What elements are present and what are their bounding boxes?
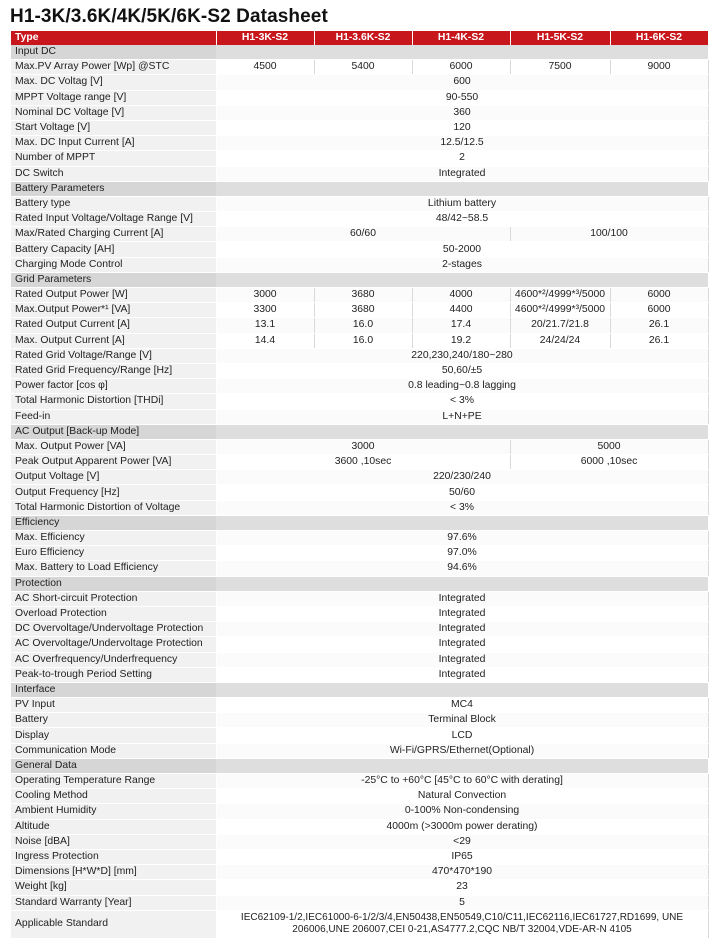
spec-value: 20/21.7/21.8 <box>510 318 610 333</box>
spec-row <box>11 500 708 515</box>
spec-label: Applicable Standard <box>11 910 216 938</box>
spec-value: -25°C to +60°C [45°C to 60°C with derating] <box>216 774 708 789</box>
spec-label: Standard Warranty [Year] <box>11 895 216 910</box>
spec-value: 16.0 <box>314 318 412 333</box>
spec-value: 94.6% <box>216 561 708 576</box>
spec-value: Integrated <box>216 606 708 621</box>
spec-value: Natural Convection <box>216 789 708 804</box>
spec-row <box>11 151 708 166</box>
spec-label: Max. Efficiency <box>11 531 216 546</box>
spec-value: 17.4 <box>412 318 510 333</box>
spec-label: Ambient Humidity <box>11 804 216 819</box>
spec-value: 3300 <box>216 303 314 318</box>
spec-value: 4400 <box>412 303 510 318</box>
spec-row <box>11 531 708 546</box>
spec-row <box>11 409 708 424</box>
section-header-row <box>11 758 708 773</box>
spec-label: Peak Output Apparent Power [VA] <box>11 455 216 470</box>
spec-label: Charging Mode Control <box>11 257 216 272</box>
spec-row <box>11 227 708 242</box>
section-band <box>216 181 708 196</box>
section-band <box>216 45 708 60</box>
spec-value: 50/60 <box>216 485 708 500</box>
spec-row <box>11 713 708 728</box>
spec-row <box>11 105 708 120</box>
spec-value: 9000 <box>610 60 708 75</box>
spec-row <box>11 743 708 758</box>
spec-value: 4600*²/4999*³/5000 <box>510 288 610 303</box>
spec-row <box>11 303 708 318</box>
spec-row <box>11 622 708 637</box>
spec-value: IEC62109-1/2,IEC61000-6-1/2/3/4,EN50438,EN50549,C10/C11,IEC62116,IEC61727,RD1699, UNE 206006,UNE 206007,CEI 0-21,AS4777.2,CQC NB/T 32004,VDE-AR-N 4105 <box>216 910 708 938</box>
spec-row <box>11 470 708 485</box>
spec-label: Start Voltage [V] <box>11 120 216 135</box>
spec-label: PV Input <box>11 698 216 713</box>
spec-label: Output Voltage [V] <box>11 470 216 485</box>
spec-value: 220,230,240/180~280 <box>216 348 708 363</box>
section-header-row <box>11 181 708 196</box>
spec-value: 97.6% <box>216 531 708 546</box>
header-row <box>11 31 708 45</box>
spec-value: 4000 <box>412 288 510 303</box>
spec-value: 120 <box>216 120 708 135</box>
spec-row <box>11 60 708 75</box>
spec-value: 50-2000 <box>216 242 708 257</box>
spec-value: < 3% <box>216 500 708 515</box>
spec-row <box>11 318 708 333</box>
spec-value: Terminal Block <box>216 713 708 728</box>
spec-row <box>11 895 708 910</box>
spec-row <box>11 166 708 181</box>
spec-row <box>11 196 708 211</box>
spec-value: Integrated <box>216 166 708 181</box>
spec-value: 12.5/12.5 <box>216 136 708 151</box>
spec-row <box>11 834 708 849</box>
section-title: Input DC <box>11 45 216 60</box>
spec-row <box>11 242 708 257</box>
model-header: H1-3.6K-S2 <box>314 31 412 45</box>
spec-label: Rated Output Power [W] <box>11 288 216 303</box>
spec-label: AC Short-circuit Protection <box>11 591 216 606</box>
spec-row <box>11 804 708 819</box>
spec-value: 4600*²/4999*³/5000 <box>510 303 610 318</box>
spec-row <box>11 288 708 303</box>
spec-label: Rated Input Voltage/Voltage Range [V] <box>11 212 216 227</box>
spec-row <box>11 865 708 880</box>
spec-label: Output Frequency [Hz] <box>11 485 216 500</box>
spec-value: 0.8 leading~0.8 lagging <box>216 379 708 394</box>
spec-value: L+N+PE <box>216 409 708 424</box>
spec-row <box>11 455 708 470</box>
spec-value: 16.0 <box>314 333 412 348</box>
spec-label: Communication Mode <box>11 743 216 758</box>
header-type-label: Type <box>11 31 216 45</box>
spec-label: Rated Grid Frequency/Range [Hz] <box>11 363 216 378</box>
spec-row <box>11 637 708 652</box>
spec-value: Integrated <box>216 622 708 637</box>
section-title: Battery Parameters <box>11 181 216 196</box>
spec-row <box>11 652 708 667</box>
spec-label: Max.Output Power*¹ [VA] <box>11 303 216 318</box>
model-header: H1-4K-S2 <box>412 31 510 45</box>
spec-value: 50,60/±5 <box>216 363 708 378</box>
section-band <box>216 758 708 773</box>
spec-row <box>11 348 708 363</box>
spec-value: Wi-Fi/GPRS/Ethernet(Optional) <box>216 743 708 758</box>
spec-row <box>11 257 708 272</box>
spec-row <box>11 910 708 938</box>
spec-label: Max. DC Voltag [V] <box>11 75 216 90</box>
spec-value: 13.1 <box>216 318 314 333</box>
section-header-row <box>11 576 708 591</box>
spec-row <box>11 849 708 864</box>
spec-value: 3600 ,10sec <box>216 455 510 470</box>
spec-label: Rated Grid Voltage/Range [V] <box>11 348 216 363</box>
spec-label: Peak-to-trough Period Setting <box>11 667 216 682</box>
spec-value: 97.0% <box>216 546 708 561</box>
spec-label: Max. Battery to Load Efficiency <box>11 561 216 576</box>
spec-value: 360 <box>216 105 708 120</box>
model-header: H1-3K-S2 <box>216 31 314 45</box>
spec-value: 3000 <box>216 288 314 303</box>
spec-value: 7500 <box>510 60 610 75</box>
spec-value: <29 <box>216 834 708 849</box>
section-title: Interface <box>11 682 216 697</box>
spec-row <box>11 667 708 682</box>
spec-label: Overload Protection <box>11 606 216 621</box>
spec-row <box>11 90 708 105</box>
spec-label: AC Overfrequency/Underfrequency <box>11 652 216 667</box>
spec-label: Noise [dBA] <box>11 834 216 849</box>
spec-label: Ingress Protection <box>11 849 216 864</box>
spec-value: 2-stages <box>216 257 708 272</box>
spec-label: DC Switch <box>11 166 216 181</box>
section-title: Grid Parameters <box>11 272 216 287</box>
spec-label: Battery type <box>11 196 216 211</box>
spec-value: 600 <box>216 75 708 90</box>
spec-value: 23 <box>216 880 708 895</box>
spec-label: Total Harmonic Distortion [THDi] <box>11 394 216 409</box>
spec-row <box>11 728 708 743</box>
spec-value: 90-550 <box>216 90 708 105</box>
spec-value: 2 <box>216 151 708 166</box>
section-header-row <box>11 45 708 60</box>
spec-label: Display <box>11 728 216 743</box>
spec-row <box>11 591 708 606</box>
spec-value: 6000 ,10sec <box>510 455 708 470</box>
spec-row <box>11 120 708 135</box>
spec-label: Nominal DC Voltage [V] <box>11 105 216 120</box>
spec-value: 6000 <box>412 60 510 75</box>
model-header: H1-6K-S2 <box>610 31 708 45</box>
spec-label: Total Harmonic Distortion of Voltage <box>11 500 216 515</box>
spec-value: Integrated <box>216 667 708 682</box>
spec-value: 220/230/240 <box>216 470 708 485</box>
spec-row <box>11 819 708 834</box>
spec-value: 60/60 <box>216 227 510 242</box>
spec-value: 26.1 <box>610 318 708 333</box>
datasheet-table <box>11 31 709 939</box>
spec-label: Cooling Method <box>11 789 216 804</box>
spec-row <box>11 485 708 500</box>
spec-value: MC4 <box>216 698 708 713</box>
spec-row <box>11 394 708 409</box>
spec-value: 0-100% Non-condensing <box>216 804 708 819</box>
spec-row <box>11 880 708 895</box>
spec-value: 6000 <box>610 288 708 303</box>
spec-label: Number of MPPT <box>11 151 216 166</box>
spec-label: Battery <box>11 713 216 728</box>
spec-value: 5400 <box>314 60 412 75</box>
spec-value: 3000 <box>216 439 510 454</box>
spec-row <box>11 379 708 394</box>
section-header-row <box>11 682 708 697</box>
spec-value: 100/100 <box>510 227 708 242</box>
spec-label: AC Overvoltage/Undervoltage Protection <box>11 637 216 652</box>
spec-value: 3680 <box>314 303 412 318</box>
spec-row <box>11 363 708 378</box>
spec-row <box>11 561 708 576</box>
spec-label: Max. Output Power [VA] <box>11 439 216 454</box>
section-title: Protection <box>11 576 216 591</box>
section-band <box>216 576 708 591</box>
spec-label: Operating Temperature Range <box>11 774 216 789</box>
spec-row <box>11 333 708 348</box>
section-title: General Data <box>11 758 216 773</box>
section-band <box>216 682 708 697</box>
spec-value: < 3% <box>216 394 708 409</box>
spec-label: Feed-in <box>11 409 216 424</box>
section-header-row <box>11 424 708 439</box>
spec-value: IP65 <box>216 849 708 864</box>
spec-row <box>11 789 708 804</box>
spec-row <box>11 698 708 713</box>
spec-label: Max.PV Array Power [Wp] @STC <box>11 60 216 75</box>
section-title: Efficiency <box>11 515 216 530</box>
spec-label: Weight [kg] <box>11 880 216 895</box>
spec-label: MPPT Voltage range [V] <box>11 90 216 105</box>
spec-label: Max. DC Input Current [A] <box>11 136 216 151</box>
spec-value: 26.1 <box>610 333 708 348</box>
spec-value: 5 <box>216 895 708 910</box>
section-header-row <box>11 272 708 287</box>
spec-value: Lithium battery <box>216 196 708 211</box>
spec-value: Integrated <box>216 637 708 652</box>
section-band <box>216 424 708 439</box>
spec-value: 19.2 <box>412 333 510 348</box>
spec-value: 24/24/24 <box>510 333 610 348</box>
spec-value: 6000 <box>610 303 708 318</box>
section-band <box>216 515 708 530</box>
spec-value: 5000 <box>510 439 708 454</box>
spec-value: 3680 <box>314 288 412 303</box>
spec-label: Max. Output Current [A] <box>11 333 216 348</box>
spec-value: 14.4 <box>216 333 314 348</box>
spec-value: LCD <box>216 728 708 743</box>
section-header-row <box>11 515 708 530</box>
spec-row <box>11 439 708 454</box>
spec-row <box>11 75 708 90</box>
spec-value: 470*470*190 <box>216 865 708 880</box>
model-header: H1-5K-S2 <box>510 31 610 45</box>
spec-row <box>11 212 708 227</box>
spec-label: Altitude <box>11 819 216 834</box>
spec-label: Rated Output Current [A] <box>11 318 216 333</box>
section-band <box>216 272 708 287</box>
spec-row <box>11 774 708 789</box>
spec-label: Max/Rated Charging Current [A] <box>11 227 216 242</box>
spec-label: Power factor [cos φ] <box>11 379 216 394</box>
spec-value: 48/42~58.5 <box>216 212 708 227</box>
spec-row <box>11 136 708 151</box>
datasheet-title: H1-3K/3.6K/4K/5K/6K-S2 Datasheet <box>10 6 328 27</box>
spec-label: DC Overvoltage/Undervoltage Protection <box>11 622 216 637</box>
spec-row <box>11 606 708 621</box>
spec-label: Battery Capacity [AH] <box>11 242 216 257</box>
section-title: AC Output [Back-up Mode] <box>11 424 216 439</box>
spec-value: 4500 <box>216 60 314 75</box>
spec-value: 4000m (>3000m power derating) <box>216 819 708 834</box>
spec-label: Euro Efficiency <box>11 546 216 561</box>
spec-label: Dimensions [H*W*D] [mm] <box>11 865 216 880</box>
spec-row <box>11 546 708 561</box>
spec-value: Integrated <box>216 591 708 606</box>
spec-value: Integrated <box>216 652 708 667</box>
